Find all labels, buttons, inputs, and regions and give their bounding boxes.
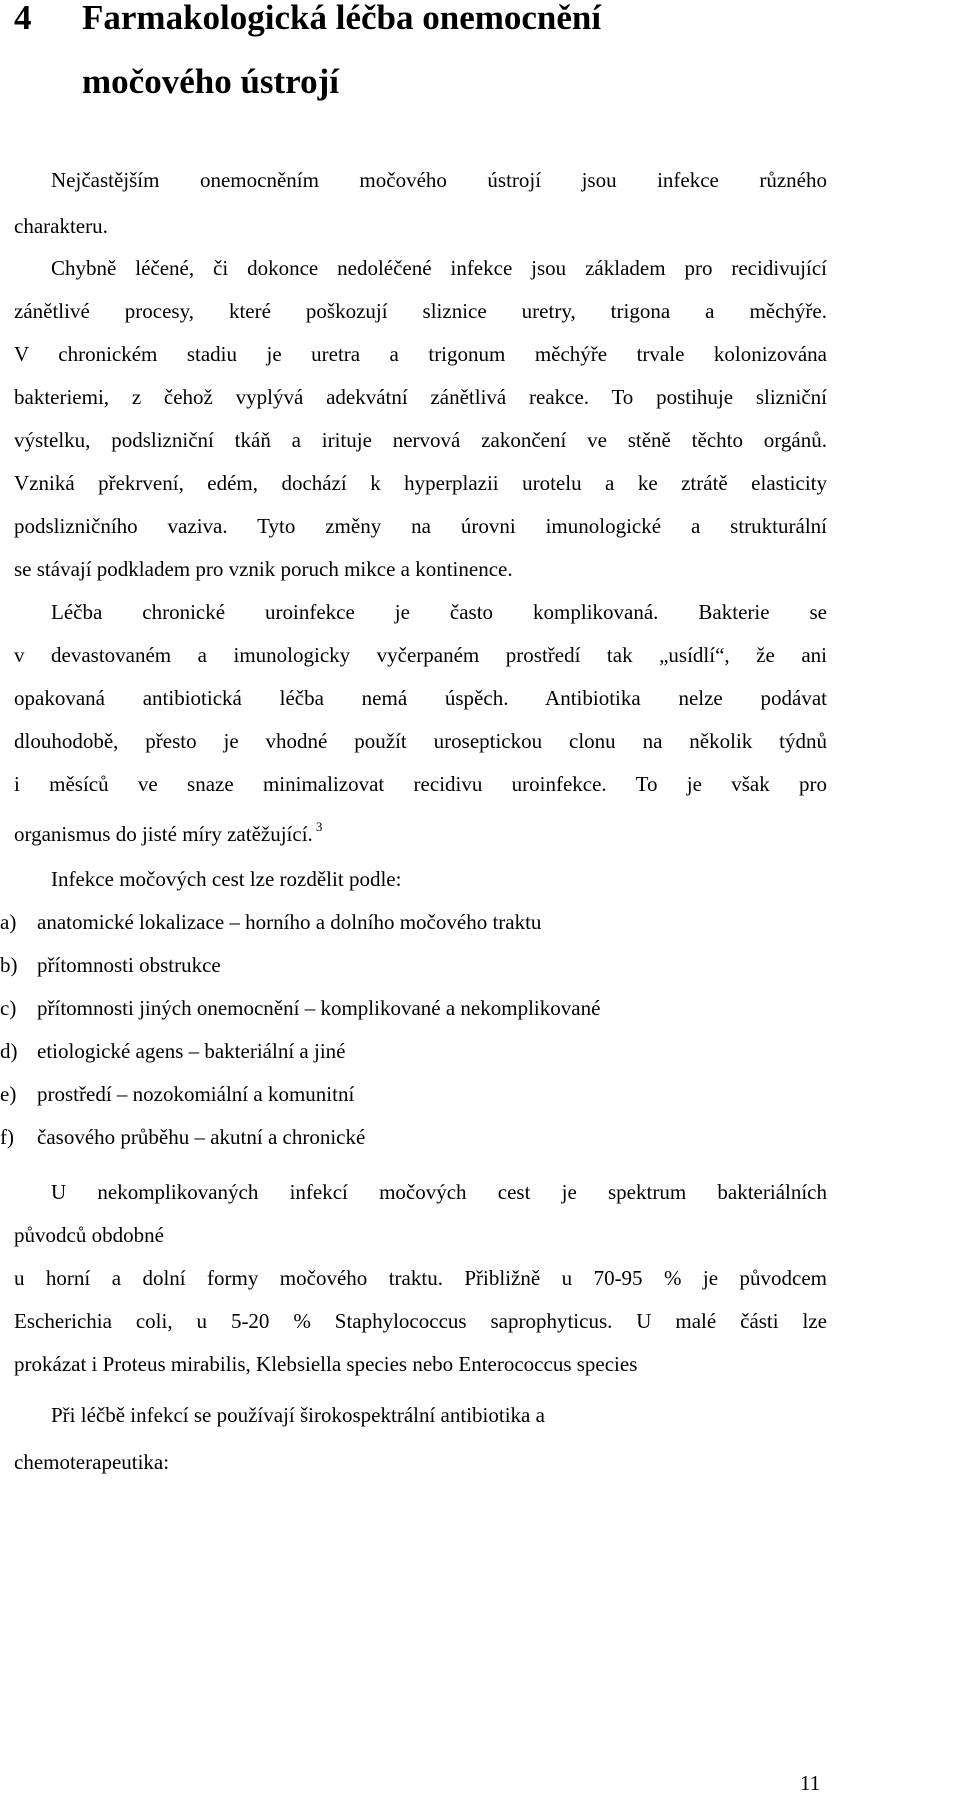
list-text: etiologické agens – bakteriální a jiné: [37, 1039, 346, 1063]
paragraph-line: chemoterapeutika:: [14, 1450, 170, 1474]
paragraph-line: Escherichia coli, u 5-20 % Staphylococcus saprophyticus. U malé části lze: [14, 1309, 827, 1333]
paragraph-line: i měsíců ve snaze minimalizovat recidivu uroinfekce. To je však pro: [14, 772, 827, 796]
paragraph-line: Chybně léčené, či dokonce nedoléčené infekce jsou základem pro recidivující: [51, 256, 827, 280]
paragraph-line: výstelku, podslizniční tkáň a irituje nervová zakončení ve stěně těchto orgánů.: [14, 428, 827, 452]
paragraph-line: se stávají podkladem pro vznik poruch mikce a kontinence.: [14, 557, 513, 581]
paragraph-line: Léčba chronické uroinfekce je často komplikovaná. Bakterie se: [51, 600, 827, 624]
list-marker: b): [0, 953, 18, 977]
list-text: prostředí – nozokomiální a komunitní: [37, 1082, 355, 1106]
paragraph-line: organismus do jisté míry zatěžující.: [14, 822, 313, 846]
paragraph-line: zánětlivé procesy, které poškozují sliznice uretry, trigona a měchýře.: [14, 299, 827, 323]
list-intro: Infekce močových cest lze rozdělit podle:: [51, 867, 402, 891]
list-marker: e): [0, 1082, 17, 1106]
paragraph-line: v devastovaném a imunologicky vyčerpaném prostředí tak „usídlí“, že ani: [14, 643, 827, 667]
list-text: přítomnosti jiných onemocnění – komplikované a nekomplikované: [37, 996, 601, 1020]
list-marker: f): [0, 1125, 14, 1149]
list-text: časového průběhu – akutní a chronické: [37, 1125, 366, 1149]
list-marker: d): [0, 1039, 18, 1063]
page-number: 11: [800, 1771, 821, 1795]
paragraph-line: u horní a dolní formy močového traktu. Přibližně u 70-95 % je původcem: [14, 1266, 827, 1290]
paragraph-line: bakteriemi, z čehož vyplývá adekvátní zánětlivá reakce. To postihuje slizniční: [14, 385, 827, 409]
list-marker: c): [0, 996, 17, 1020]
paragraph-line: V chronickém stadiu je uretra a trigonum měchýře trvale kolonizována: [14, 342, 827, 366]
list-marker: a): [0, 910, 17, 934]
footnote-reference[interactable]: 3: [315, 819, 323, 834]
paragraph-line: prokázat i Proteus mirabilis, Klebsiella species nebo Enterococcus species: [14, 1352, 638, 1376]
paragraph-line: podslizničního vaziva. Tyto změny na úrovni imunologické a strukturální: [14, 514, 827, 538]
paragraph-line: Nejčastějším onemocněním močového ústrojí jsou infekce různého: [51, 168, 827, 192]
chapter-title-line-1: Farmakologická léčba onemocnění: [82, 0, 602, 37]
paragraph-line: Vzniká překrvení, edém, dochází k hyperplazii urotelu a ke ztrátě elasticity: [14, 471, 827, 495]
paragraph-line: U nekomplikovaných infekcí močových cest je spektrum bakteriálních: [51, 1180, 827, 1204]
paragraph-line-with-footnote: [14, 814, 827, 847]
paragraph-line: charakteru.: [14, 214, 108, 238]
paragraph-line: původců obdobné: [14, 1223, 164, 1247]
chapter-title-line-2: močového ústrojí: [82, 62, 339, 101]
list-text: přítomnosti obstrukce: [37, 953, 221, 977]
paragraph-line: dlouhodobě, přesto je vhodné použít uroseptickou clonu na několik týdnů: [14, 729, 827, 753]
list-text: anatomické lokalizace – horního a dolního močového traktu: [37, 910, 542, 934]
paragraph-line: opakovaná antibiotická léčba nemá úspěch. Antibiotika nelze podávat: [14, 686, 827, 710]
paragraph-line: Při léčbě infekcí se používají širokospektrální antibiotika a: [51, 1403, 545, 1427]
chapter-number: 4: [14, 0, 32, 37]
